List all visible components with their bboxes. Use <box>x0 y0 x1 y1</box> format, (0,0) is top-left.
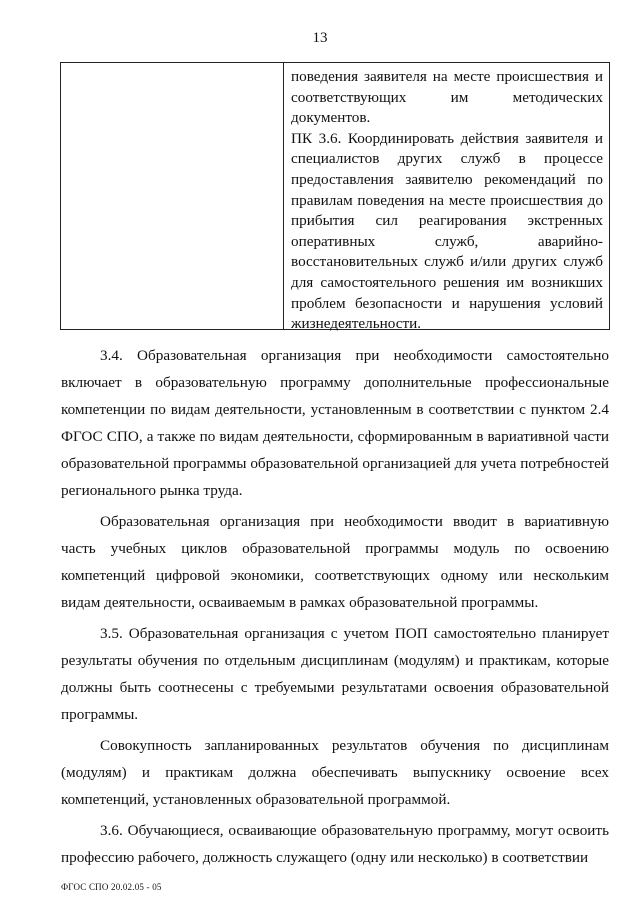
page-number: 13 <box>312 30 328 46</box>
table-cell-empty <box>61 63 284 329</box>
table-cell-competencies <box>284 63 609 333</box>
table-cell-paragraph: ПК 3.6. Координировать действия заявителя и специалистов других служб в процессе предоставления заявителю рекомендаций по правилам поведения на месте происшествия до прибытия сил реагирования экстренных оперативных служб, аварийно-восстановительных служб и/или других служб для самостоятельного решения им возникших проблем безопасности и нарушения условий жизнедеятельности. <box>291 129 603 333</box>
competency-table <box>60 62 610 333</box>
paragraph-3-5: 3.5. Образовательная организация с учетом ПОП самостоятельно планирует результаты обучения по отдельным дисциплинам (модулям) и практикам, которые должны быть соотнесены с требуемыми результатами освоения образовательной программы. <box>61 624 609 724</box>
document-footer: ФГОС СПО 20.02.05 - 05 <box>61 882 162 892</box>
paragraph-digital-economy: Образовательная организация при необходимости вводит в вариативную часть учебных циклов образовательной программы модуль по освоению компетенций цифровой экономики, соответствующих одному или нескольким видам деятельности, осваиваемым в рамках образовательной программы. <box>61 513 609 612</box>
paragraph-3-4: 3.4. Образовательная организация при необходимости самостоятельно включает в образовательную программу дополнительные профессиональные компетенции по видам деятельности, установленным в соответствии с пунктом 2.4 ФГОС СПО, а также по видам деятельности, сформированным в вариативной части образовательной программы образовательной организацией для учета потребностей регионального рынка труда. <box>61 347 609 500</box>
document-body <box>61 342 609 871</box>
paragraph-planned-results: Совокупность запланированных результатов обучения по дисциплинам (модулям) и практикам должна обеспечивать выпускнику освоение всех компетенций, установленных образовательной программой. <box>61 736 609 808</box>
paragraph-3-6: 3.6. Обучающиеся, осваивающие образовательную программу, могут освоить профессию рабочего, должность служащего (одну или несколько) в соответствии <box>61 821 609 866</box>
table-cell-paragraph: поведения заявителя на месте происшествия и соответствующих им методических документов. <box>291 68 603 127</box>
